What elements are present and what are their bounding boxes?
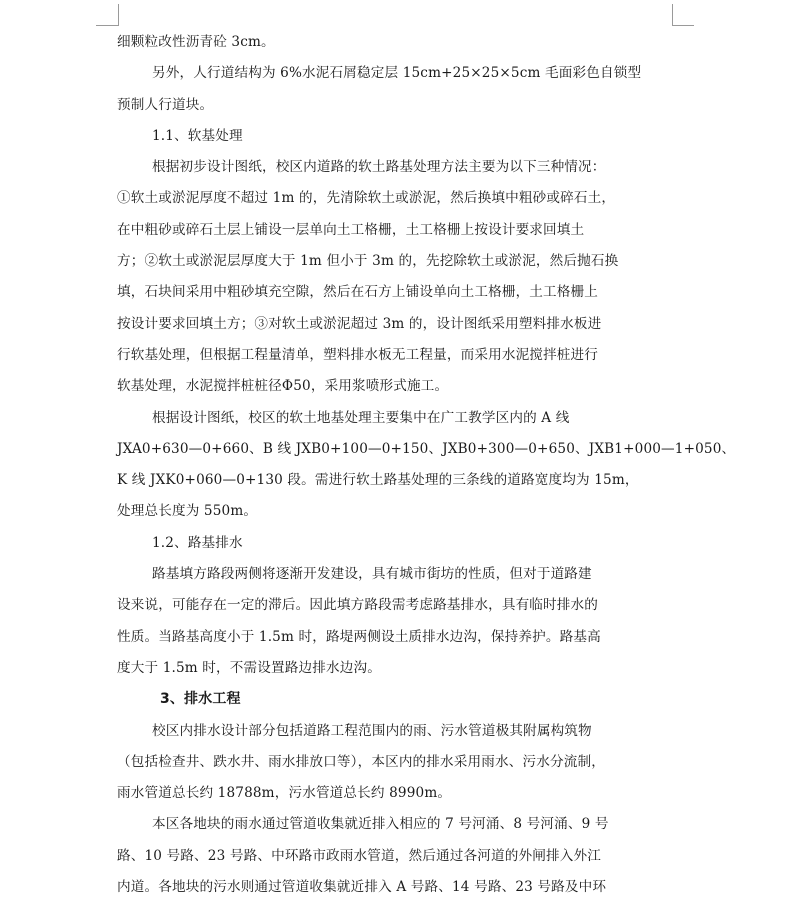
text-line: （包括检查井、跌水井、雨水排放口等），本区内的排水采用雨水、污水分流制， (117, 753, 605, 770)
text-line: 按设计要求回填土方；③对软土或淤泥超过 3m 的，设计图纸采用塑料排水板进 (117, 315, 602, 332)
text-line: 性质。当路基高度小于 1.5m 时，路堤两侧设土质排水边沟，保持养护。路基高 (117, 628, 601, 645)
margin-crop-mark-right-horizontal (672, 25, 694, 26)
text-line: 细颗粒改性沥青砼 3cm。 (117, 34, 275, 50)
text-line: 行软基处理，但根据工程量清单，塑料排水板无工程量，而采用水泥搅拌桩进行 (117, 346, 599, 363)
text-line: 校区内排水设计部分包括道路工程范围内的雨、污水管道极其附属构筑物 (152, 722, 592, 739)
text-line: 另外，人行道结构为 6%水泥石屑稳定层 15cm+25×25×5cm 毛面彩色自锁型 (152, 65, 642, 82)
text-line: 本区各地块的雨水通过管道收集就近排入相应的 7 号河涌、8 号河涌、9 号 (152, 816, 609, 833)
text-line: 根据初步设计图纸，校区内道路的软土路基处理方法主要为以下三种情况： (152, 159, 606, 176)
text-line: 在中粗砂或碎石土层上铺设一层单向土工格栅，土工格栅上按设计要求回填土 (117, 221, 585, 238)
text-line: 方；②软土或淤泥层厚度大于 1m 但小于 3m 的，先挖除软土或淤泥，然后抛石换 (117, 253, 619, 270)
margin-crop-mark-left (118, 4, 119, 26)
text-line: ①软土或淤泥厚度不超过 1m 的，先清除软土或淤泥，然后换填中粗砂或碎石土， (117, 190, 616, 207)
text-line: 填，石块间采用中粗砂填充空隙，然后在石方上铺设单向土工格栅，土工格栅上 (117, 284, 599, 301)
text-line: 预制人行道块。 (117, 96, 214, 113)
text-line: 度大于 1.5m 时，不需设置路边排水边沟。 (117, 659, 381, 676)
text-line: 软基处理，水泥搅拌桩桩径Φ50，采用浆喷形式施工。 (117, 378, 449, 395)
text-line: 根据设计图纸，校区的软土地基处理主要集中在广工教学区内的 A 线 (152, 409, 570, 426)
margin-crop-mark-right (672, 4, 673, 26)
text-line: JXA0+630—0+660、B 线 JXB0+100—0+150、JXB0+300—0+650、JXB1+000—1+050、 (117, 440, 736, 457)
section-heading: 3、排水工程 (160, 691, 241, 708)
text-line: 设来说，可能存在一定的滞后。因此填方路段需考虑路基排水，具有临时排水的 (117, 597, 599, 614)
text-line: 1.1、软基处理 (152, 127, 243, 144)
margin-crop-mark-left-horizontal (96, 25, 119, 26)
text-line: 内道。各地块的污水则通过管道收集就近排入 A 号路、14 号路、23 号路及中环 (117, 879, 607, 896)
text-line: 1.2、路基排水 (152, 534, 243, 551)
text-line: 路、10 号路、23 号路、中环路市政雨水管道，然后通过各河道的外闸排入外江 (117, 847, 601, 864)
text-line: 处理总长度为 550m。 (117, 503, 258, 520)
text-line: 路基填方路段两侧将逐渐开发建设，具有城市街坊的性质，但对于道路建 (152, 566, 592, 583)
document-body[interactable] (117, 27, 736, 903)
text-line: 雨水管道总长约 18788m，污水管道总长约 8990m。 (117, 785, 452, 802)
text-line: K 线 JXK0+060—0+130 段。需进行软土路基处理的三条线的道路宽度均为 15m， (117, 472, 639, 489)
